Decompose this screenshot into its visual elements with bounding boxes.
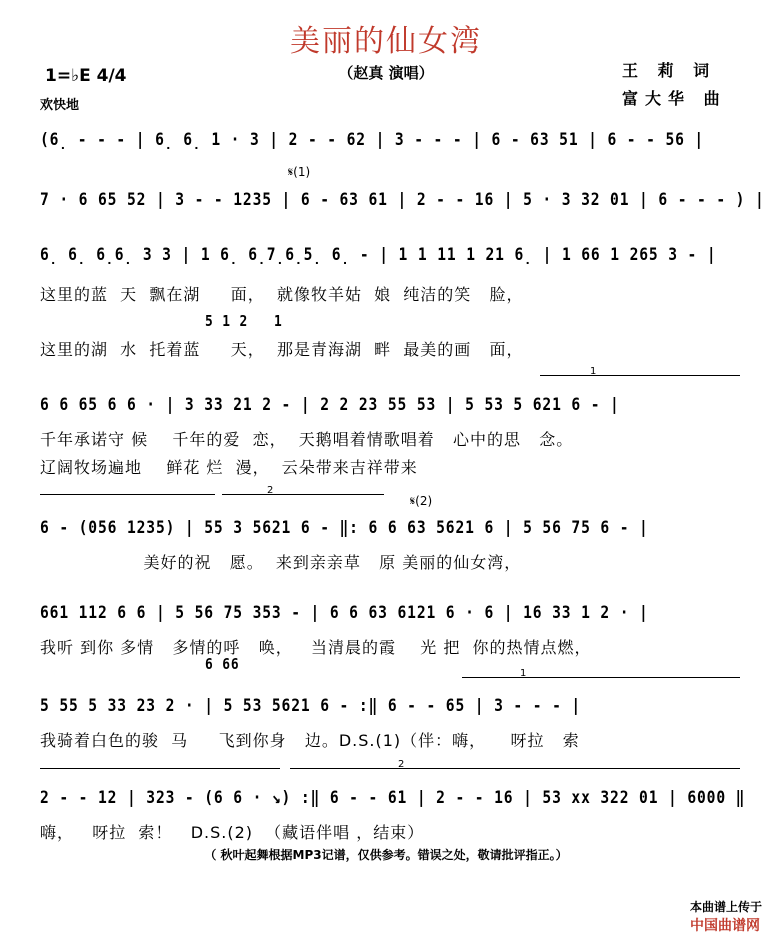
ending-1-bracket-cont-2 [40,768,280,769]
notation-row-4: 6 6 65 6 6 · | 3 33 21 2 - | 2 2 23 55 53 | 5 53 5 621 6 - | [40,395,620,415]
ending-2-bracket: 2 [222,494,384,495]
key-signature: 1=♭E 4/4 [45,66,127,86]
alt-notes-row-3: 5 1 2 1 [205,312,283,330]
ending-2-bracket-2: 2 [290,768,740,769]
ending-1-bracket-2: 1 [462,677,740,678]
lyrics-row-3a: 这里的蓝 天 飘在湖 面， 就像牧羊姑 娘 纯洁的笑 脸， [40,285,524,304]
singer-subtitle: （赵真 演唱） [338,64,434,82]
notation-row-3: 6̣ 6̣ 6̣6̣ 3 3 | 1 6̣ 6̣7̣6̣5̣ 6̣ - | 1 1 11 1 21 6̣ | 1 66 1 265 3 - | [40,245,717,265]
song-title: 美丽的仙女湾 [290,24,482,59]
lyrics-row-6: 我听 到你 多情 多情的呼 唤， 当清晨的霞 光 把 你的热情点燃， [40,638,592,657]
segno-1: 𝄋(1) [288,165,311,179]
segno-2: 𝄋(2) [410,494,433,508]
footer-prefix: 本曲谱上传于 [689,900,762,914]
notation-row-5: 6 - (056 1235) | 55 3 5621 6 - ‖: 6 6 63 5621 6 | 5 56 75 6 - | [40,518,649,538]
alt-notes-row-6: 6 66 [205,655,240,673]
transcription-note: （ 秋叶起舞根据MP3记谱，仅供参考。错误之处，敬请批评指正。） [204,848,568,862]
notation-row-1: (6̣ - - - | 6̣ 6̣ 1 · 3 | 2 - - 62 | 3 - - - | 6 - 63 51 | 6 - - 56 | [40,130,705,150]
lyrics-row-5: 美好的祝 愿。 来到亲亲草 原 美丽的仙女湾， [40,553,522,572]
lyrics-row-4b: 辽阔牧场遍地 鲜花 烂 漫， 云朵带来吉祥带来 [40,458,418,477]
notation-row-2: 7 · 6 65 52 | 3 - - 1235 | 6 - 63 61 | 2 - - 16 | 5 · 3 32 01 | 6 - - - ) | [40,190,765,210]
lyricist-credit: 王 莉 词 [622,61,717,80]
upload-footer [682,884,762,935]
site-brand: 中国曲谱网 [689,918,760,934]
ending-1-bracket: 1 [540,375,740,376]
lyrics-row-3b: 这里的湖 水 托着蓝 天， 那是青海湖 畔 最美的画 面， [40,340,524,359]
notation-row-8: 2 - - 12 | 323 - (6 6 · ↘) :‖ 6 - - 61 | 2 - - 16 | 53 xx 322 01 | 6000 ‖ [40,788,746,808]
notation-row-6: 661 112 6 6 | 5 56 75 353 - | 6 6 63 6121 6 · 6 | 16 33 1 2 · | [40,603,649,623]
lyrics-row-8: 嗨， 呀拉 索！ D.S.(2) （藏语伴唱 ，结束） [40,823,425,842]
tempo-marking: 欢快地 [40,98,80,113]
ending-1-bracket-cont [40,494,215,495]
notation-row-7: 5 55 5 33 23 2 · | 5 53 5621 6 - :‖ 6 - - 65 | 3 - - - | [40,696,582,716]
composer-credit: 富大华 曲 [622,89,727,108]
lyrics-row-7: 我骑着白色的骏 马 飞到你身 边。D.S.(1)（伴：嗨， 呀拉 索 [40,731,580,750]
lyrics-row-4a: 千年承诺守 候 千年的爱 恋， 天鹅唱着情歌唱着 心中的思 念。 [40,430,574,449]
